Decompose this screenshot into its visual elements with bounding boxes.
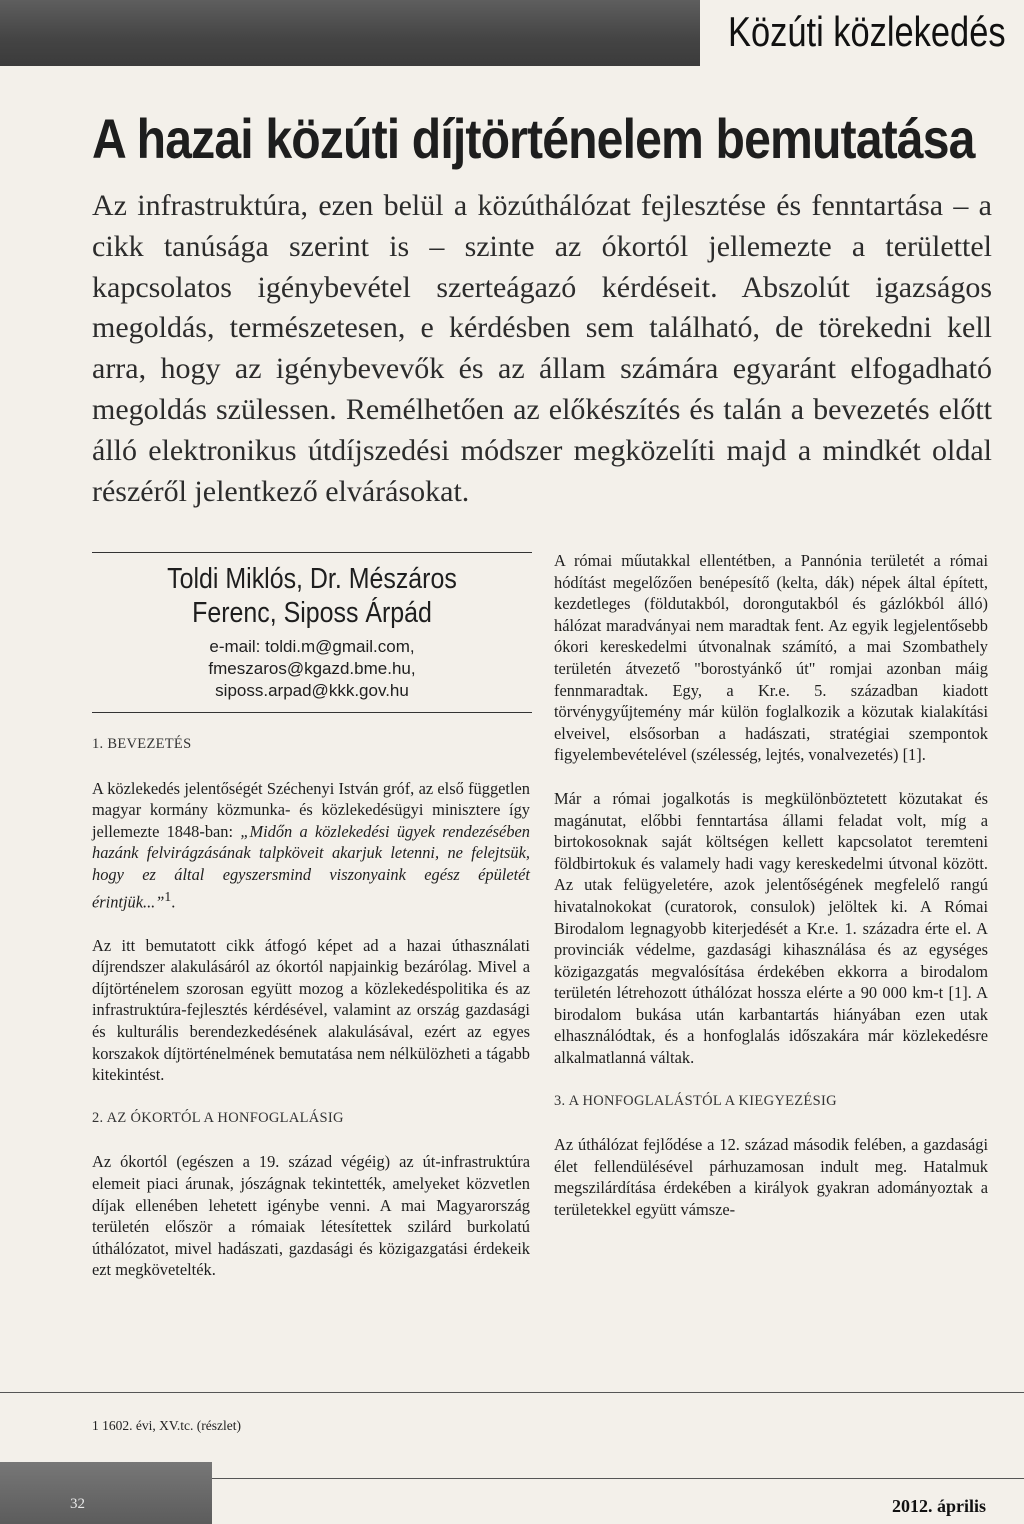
footnote-rule xyxy=(0,1392,1024,1393)
author-email: siposs.arpad@kkk.gov.hu xyxy=(215,681,409,700)
author-bottom-rule xyxy=(92,712,532,713)
paragraph: A római műutakkal ellentétben, a Pannónia területét a római hódítást megelőzően benépesítő (kelta, dák) népek által épített, kezdetleges (földutakból, dorongutakból és gázlókból álló) hálózat maradványai nem maradtak fent. Az egyik legjelentősebb ókori kereskedelmi útvonalnak számító, a mai Szombathely területén átvezető "borostyánkő út" romjai azonban máig fennmaradtak. Egy, a Kr.e. 5. században kiadott törvénygyűjtemény már külön foglalkozik a közutak kialakítási elveivel, elsősorban a hadászati, stratégiai szempontok figyelembevételével (szélesség, lejtés, vonalvezetés) [1]. xyxy=(554,551,988,765)
article-title: A hazai közúti díjtörténelem bemutatása xyxy=(92,107,975,170)
footer-bar xyxy=(0,1462,212,1524)
author-emails xyxy=(92,636,532,702)
section-title: Közúti közlekedés xyxy=(728,8,1006,55)
author-email: e-mail: toldi.m@gmail.com, xyxy=(209,637,415,656)
paragraph: Már a római jogalkotás is megkülönböztetett közutakat és magánutat, előbbi fenntartása állami feladat volt, míg a birtokosoknak saját költségen kellett kapcsolatot teremteni földbirtokuk és valamely hadi vagy kereskedelmi útvonal között. Az utak felügyeletére, azok jelentőségének megfelelő rangú hivatalnokokat (curatorok, consulok) jelöltek ki. A Római Birodalom legnagyobb kiterjedését a Kr.e. 1. századra érte el. A provinciák védelme, gazdasági kihasználása és az egységes közigazgatás megvalósítása érdekében ekkorra a birodalom területén létrehozott úthálózat hossza elérte a 90 000 km-t [1]. A birodalom bukása után karbantartás hiányában ezen utak elhasználódtak, és a honfoglalás időszakára már közlekedésre alkalmatlanná váltak. xyxy=(554,788,988,1068)
paragraph: Az ókortól (egészen a 19. század végéig) az út-infrastruktúra elemeit piaci árunak, jószágnak tekintették, amelyeket közvetlen díjak ellenében lehetett igénybe venni. A mai Magyarország területén először a rómaiak létesítettek szilárd burkolatú úthálózatot, mivel hadászati, gazdasági és közigazgatási érdekeik ezt megkövetelték. xyxy=(92,1152,530,1280)
footnote: 1 1602. évi, XV.tc. (részlet) xyxy=(92,1418,241,1433)
article-lead: Az infrastruktúra, ezen belül a közúthálózat fejlesztése és fenntartása – a cikk tanúsága szerint is – szinte az ókortól jellemezte a területtel kapcsolatos igénybevétel szerteágazó kérdéseit. Abszolút igazságos megoldás, természetesen, e kérdésben sem található, de törekedni kell arra, hogy az igénybevevők és az állam számára egyaránt elfogadható megoldás szülessen. Remélhetően az előkészítés és talán a bevezetés előtt álló elektronikus útdíjszedési módszer megközelíti majd a mindkét oldal részéről jelentkező elvárásokat. xyxy=(92,189,992,508)
author-top-rule xyxy=(92,552,532,553)
header-bar xyxy=(0,0,700,66)
issue-date: 2012. április xyxy=(891,1496,986,1516)
section-heading: 1. BEVEZETÉS xyxy=(92,736,192,752)
author-block xyxy=(92,562,532,702)
section-heading: 2. AZ ÓKORTÓL A HONFOGLALÁSIG xyxy=(92,1109,344,1126)
section-heading: 3. A HONFOGLALÁSTÓL A KIEGYEZÉSIG xyxy=(554,1092,837,1109)
footnote-ref: 1 xyxy=(164,888,172,904)
right-column xyxy=(554,550,988,1243)
footer-rule xyxy=(212,1478,1024,1479)
page-number: 32 xyxy=(70,1496,85,1512)
left-column xyxy=(92,734,530,1303)
paragraph: Az úthálózat fejlődése a 12. század második felében, a gazdasági élet fellendülésével párhuzamosan indult meg. Hatalmuk megszilárdítása érdekében a királyok gyakran adományoztak a területekkel együtt vámsze- xyxy=(554,1135,988,1220)
author-email: fmeszaros@kgazd.bme.hu, xyxy=(208,659,416,678)
author-names: Toldi Miklós, Dr. Mészáros Ferenc, Siposs Árpád xyxy=(167,563,457,629)
paragraph: Az itt bemutatott cikk átfogó képet ad a hazai úthasználati díjrendszer alakulásáról az ókortól napjainkig bezárólag. Mivel a díjtörténelem szorosan együtt mozog a közlekedéspolitika és az infrastruktúra-fejlesztés kérdésével, valamint az ország gazdasági és kulturális berendezkedésének alakulásával, ezért az egyes korszakok díjtörténelmének bemutatása nem nélkülözheti a tágabb kitekintést. xyxy=(92,935,530,1085)
paragraph: A közlekedés jelentőségét Széchenyi István gróf, az első független magyar kormány közmunka- és közlekedésügyi minisztere így jellemezte 1848-ban: „Midőn a közlekedési ügyek rendezésében hazánk felvirágzásának talpköveit akarjuk letenni, ne felejtsük, hogy ez által egyszersmind viszonyaink egész épületét érintjük...”$^1$. xyxy=(92,778,530,912)
quote: „Midőn a közlekedési ügyek rendezésében hazánk felvirágzásának talpköveit akarjuk letenni, ne felejtsük, hogy ez által egyszersmind viszonyaink egész épületét érintjük...” xyxy=(92,821,530,912)
